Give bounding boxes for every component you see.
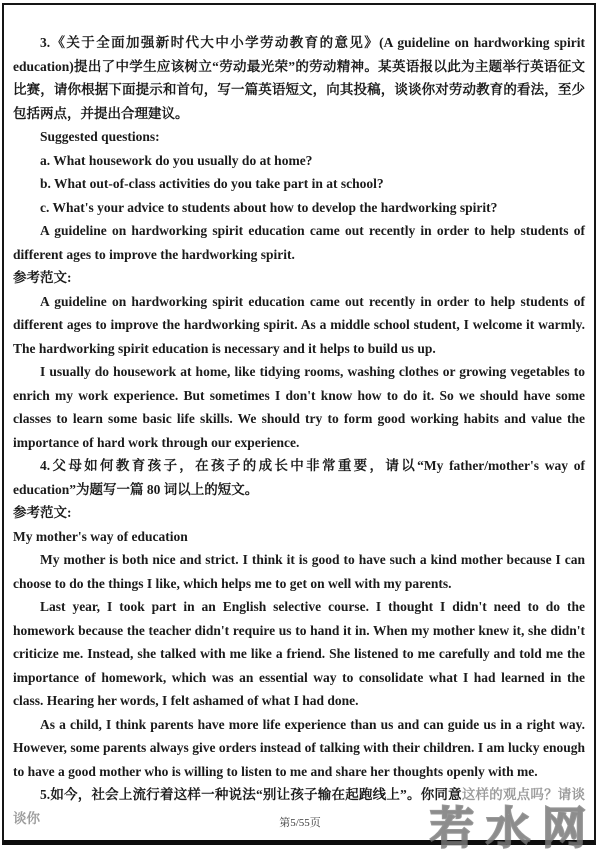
suggested-question-b: b. What out-of-class activities do you take part in at school?	[40, 176, 384, 191]
page-number: 第5/55页	[279, 817, 321, 829]
model-essay-1-paragraph-2: I usually do housework at home, like tidying rooms, washing clothes or growing vegetables to enrich my work experience. But sometimes I don't know how to do it. So we should have some classes to learn some basic life skills. We should try to form good working habits and value the importance of hard work through our experience.	[13, 364, 585, 450]
question-3-intro: 3.《关于全面加强新时代大中小学劳动教育的意见》(A guideline on hardworking spirit education)提出了中学生应该树立“劳动最光荣”的劳动精神。某英语报以此为主题举行英语征文比赛，请你根据下面提示和首句，写一篇英语短文，向其投稿，谈谈你对劳动教育的看法，至少包括两点，并提出合理建议。	[13, 35, 585, 121]
model-essay-2-paragraph-1: My mother is both nice and strict. I think it is good to have such a kind mother because I can choose to do the things I like, which helps me to get on well with my parents.	[13, 552, 585, 591]
suggested-question-a: a. What housework do you usually do at home?	[40, 152, 313, 168]
model-essay-1-paragraph-1: A guideline on hardworking spirit education came out recently in order to help students of different ages to improve the hardworking spirit. As a middle school student, I welcome it warmly. The hardworking spirit education is necessary and it helps to build us up.	[13, 293, 585, 356]
question-4-intro: 4.父母如何教育孩子，在孩子的成长中非常重要，请以“My father/mother's way of education”为题写一篇 80 词以上的短文。	[13, 458, 585, 497]
question-5-intro-tail: 这样的观点吗？请谈谈你	[13, 787, 586, 826]
model-essay-2-paragraph-2: Last year, I took part in an English selective course. I thought I didn't need to do the homework because the teacher didn't require us to hand it in. When my mother knew it, she didn't criticize me. Instead, she talked with me like a friend. She listened to me carefully and told me the importance of homework, which was an essential way to consolidate what I had learned in the class. Hearing her words, I felt ashamed of what I had done.	[13, 599, 585, 708]
site-watermark: 若水网	[430, 804, 598, 853]
model-essay-label-2: 参考范文:	[13, 505, 72, 520]
question-5-intro-start: 5.如今，社会上流行着这样一种说法“别让孩子输在起跑线上”。你同意	[40, 787, 462, 802]
model-essay-2-title: My mother's way of education	[13, 528, 188, 544]
model-essay-2-paragraph-3: As a child, I think parents have more life experience than us and can guide us in a right way. However, some parents always give orders instead of talking with their children. I am lucky enough to have a good mother who is willing to listen to me and share her thoughts openly with me.	[13, 716, 585, 779]
page-content	[13, 31, 585, 830]
suggested-questions-label: Suggested questions:	[40, 129, 160, 144]
suggested-question-c: c. What's your advice to students about how to develop the hardworking spirit?	[40, 199, 498, 215]
model-essay-label-1: 参考范文:	[13, 270, 72, 285]
essay-opening-sentence: A guideline on hardworking spirit education came out recently in order to help students of different ages to improve the hardworking spirit.	[13, 223, 585, 262]
